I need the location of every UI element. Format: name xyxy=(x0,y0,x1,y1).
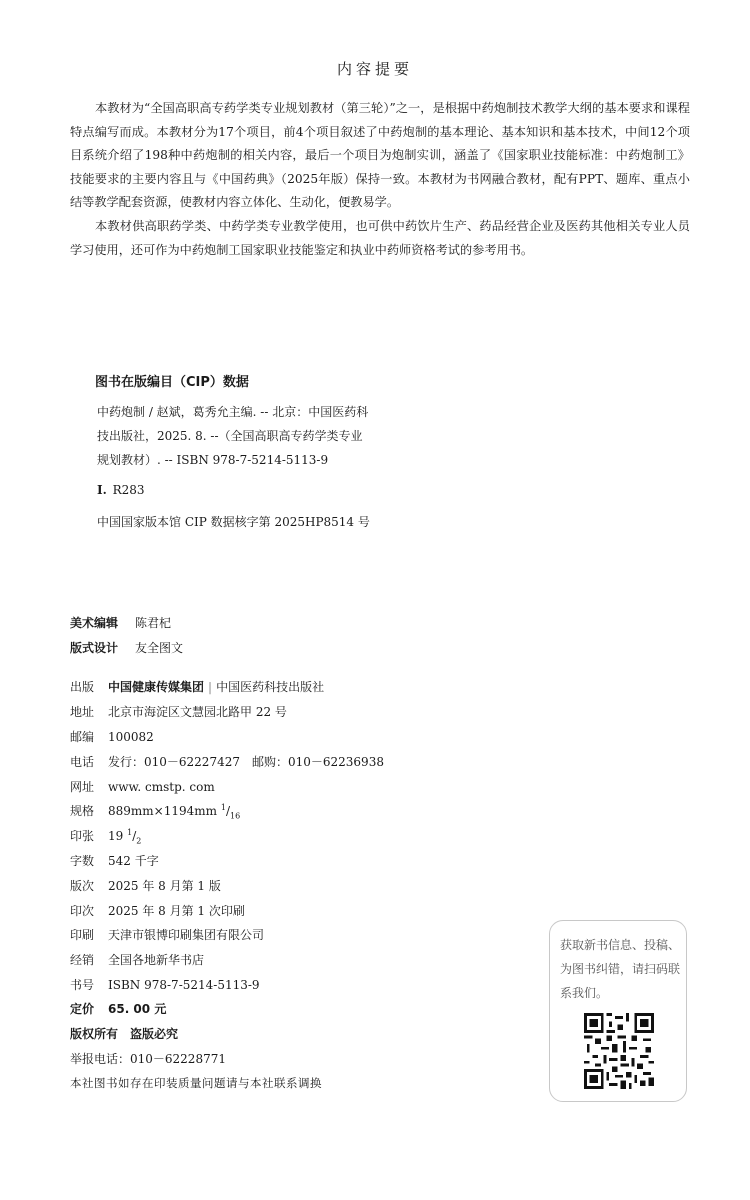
info-value: 542 千字 xyxy=(108,854,159,868)
fraction-numerator: 1 xyxy=(127,828,133,837)
info-label: 网址 xyxy=(70,780,95,794)
info-address xyxy=(70,703,287,720)
info-label: 印张 xyxy=(70,829,95,843)
info-distributor xyxy=(70,951,204,968)
info-label: 书号 xyxy=(70,978,95,992)
copyright-line: 版权所有 盗版必究 xyxy=(70,1027,179,1041)
info-value: 发行：010－62227427 邮购：010－62236938 xyxy=(108,755,384,769)
credit-key: 美术编辑 xyxy=(70,616,119,630)
info-impression xyxy=(70,902,245,919)
fraction-denominator: 16 xyxy=(229,811,241,821)
info-value: 北京市海淀区文慧园北路甲 22 号 xyxy=(108,705,287,719)
cip-class-mark: Ⅰ. xyxy=(97,483,107,497)
info-price xyxy=(70,1000,166,1017)
publisher-separator: | xyxy=(208,680,213,694)
info-label: 字数 xyxy=(70,854,95,868)
fraction-denominator: 2 xyxy=(136,836,142,846)
fraction-numerator: 1 xyxy=(220,803,226,812)
publisher-group: 中国健康传媒集团 xyxy=(108,680,205,694)
quality-notice: 本社图书如存在印装质量问题请与本社联系调换 xyxy=(70,1076,322,1090)
info-value: 2025 年 8 月第 1 次印刷 xyxy=(108,904,245,918)
info-label: 印刷 xyxy=(70,928,95,942)
info-label: 规格 xyxy=(70,804,95,818)
credit-key: 版式设计 xyxy=(70,641,119,655)
credit-art-editor xyxy=(70,614,171,631)
info-value: 全国各地新华书店 xyxy=(108,953,205,967)
summary-title: 内容提要 xyxy=(336,60,413,78)
info-label: 电话 xyxy=(70,755,95,769)
report-phone: 举报电话：010－62228771 xyxy=(70,1052,226,1066)
info-value: 100082 xyxy=(108,730,154,744)
cip-heading: 图书在版编目（CIP）数据 xyxy=(95,375,249,390)
info-phone xyxy=(70,753,384,770)
cip-class-code: R283 xyxy=(112,483,145,497)
info-label: 版次 xyxy=(70,879,95,893)
cip-number: 中国国家版本馆 CIP 数据核字第 2025HP8514 号 xyxy=(97,515,370,529)
summary-paragraph-1: 本教材为“全国高职高专药学类专业规划教材（第三轮）”之一，是根据中药炮制技术教学大纲的基本要求和课程特点编写而成。本教材分为17个项目，前4个项目叙述了中药炮制的基本理论、基本知识和基本技术，中间12个项目系统介绍了198种中药炮制的相关内容，最后一个项目为炮制实训，涵盖了《国家职业技能标准：中药炮制工》技能要求的主要内容且与《中国药典》（2025年版）保持一致。本教材为书网融合教材，配有PPT、题库、重点小结等教学配套资源，使教材内容立体化、生动化，便教易学。 xyxy=(70,101,690,209)
info-value: 19 xyxy=(108,829,124,843)
info-edition xyxy=(70,877,221,894)
info-label: 印次 xyxy=(70,904,95,918)
info-label: 邮编 xyxy=(70,730,95,744)
info-format: 规格 889mm×1194mm $^1/_{16}$ xyxy=(70,803,241,821)
info-value: ISBN 978-7-5214-5113-9 xyxy=(108,978,260,992)
summary-paragraph-2: 本教材供高职药学类、中药学类专业教学使用，也可供中药饮片生产、药品经营企业及医药其他相关专业人员学习使用，还可作为中药炮制工国家职业技能鉴定和执业中药师资格考试的参考用书。 xyxy=(70,219,690,257)
info-value: 65. 00 元 xyxy=(108,1002,167,1016)
info-label: 出版 xyxy=(70,680,95,694)
credit-value: 陈君杞 xyxy=(135,616,172,630)
info-label: 定价 xyxy=(70,1002,95,1016)
cip-classification xyxy=(97,483,145,497)
info-label: 经销 xyxy=(70,953,95,967)
publisher-name: 中国医药科技出版社 xyxy=(216,680,325,694)
info-value: 2025 年 8 月第 1 版 xyxy=(108,879,221,893)
info-isbn xyxy=(70,976,260,993)
credit-value: 友全图文 xyxy=(135,641,184,655)
info-label: 地址 xyxy=(70,705,95,719)
info-value: 天津市银博印刷集团有限公司 xyxy=(108,928,265,942)
qr-panel-text: 获取新书信息、投稿、为图书纠错，请扫码联系我们。 xyxy=(560,938,681,1000)
info-sheets: 印张 19 $^1/_2$ xyxy=(70,828,142,846)
qr-code-icon[interactable] xyxy=(584,1013,654,1089)
info-website xyxy=(70,778,215,795)
info-postcode xyxy=(70,728,154,745)
credit-layout-design xyxy=(70,639,183,656)
cip-record: 中药炮制 / 赵斌，葛秀允主编. -- 北京：中国医药科技出版社，2025. 8. --（全国高职高专药学类专业规划教材）. -- ISBN 978-7-5214-5113-9 xyxy=(97,405,369,467)
info-printer xyxy=(70,926,264,943)
info-value: 889mm×1194mm xyxy=(108,804,218,818)
info-words xyxy=(70,852,159,869)
info-publisher xyxy=(70,678,324,695)
info-value: www. cmstp. com xyxy=(108,780,215,794)
